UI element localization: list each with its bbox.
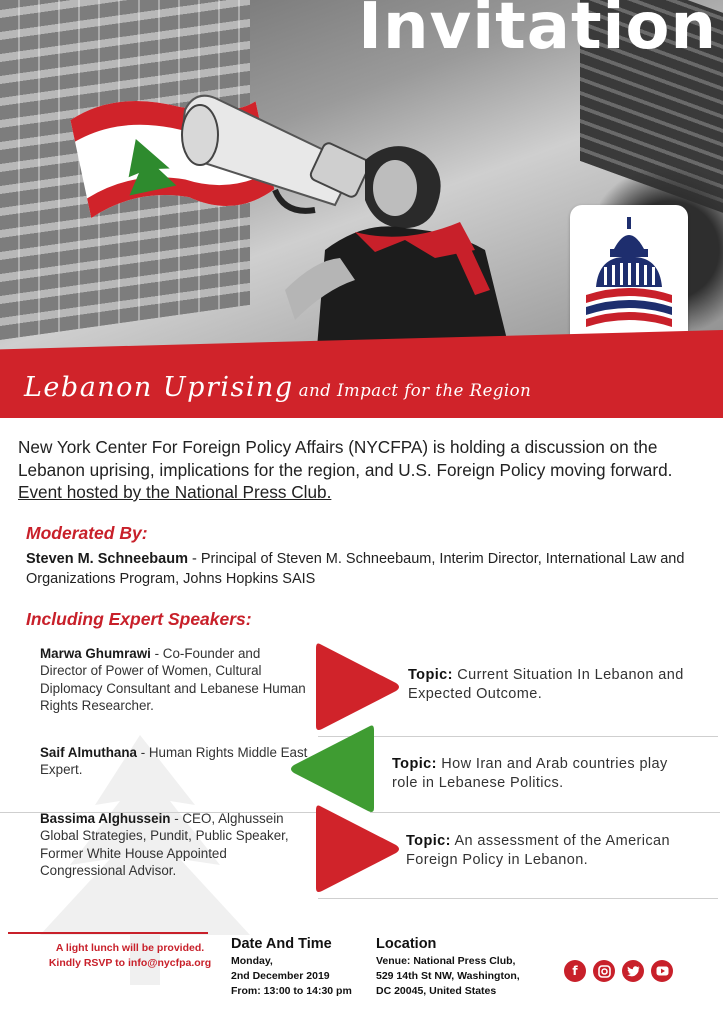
divider	[370, 812, 720, 813]
facebook-icon[interactable]: f	[564, 960, 586, 982]
event-title	[24, 372, 531, 403]
speaker-2-details: - Human Rights Middle East Expert.	[40, 745, 308, 778]
intro-paragraph	[18, 436, 713, 504]
capitol-dome-icon	[584, 215, 674, 335]
speaker-1-details: - Co-Founder and Director of Power of Women, Cultural Diplomacy Consultant and Lebanese Human Rights Researcher.	[40, 646, 306, 714]
date-date: 2nd December 2019	[231, 970, 330, 982]
speaker-1-name: Marwa Ghumrawi	[40, 646, 151, 661]
moderated-by-heading: Moderated By:	[26, 523, 148, 543]
topic-3	[406, 832, 706, 870]
date-heading: Date And Time	[231, 936, 332, 952]
topic-1	[408, 666, 708, 704]
location-venue: Venue: National Press Club,	[376, 955, 516, 967]
hero-photo	[0, 0, 723, 372]
speaker-3-details: - CEO, Alghussein Global Strategies, Pundit, Public Speaker, Former White House Appointed Congressional Advisor.	[40, 811, 289, 879]
invitation-title: Invitation	[358, 0, 717, 64]
event-title-main: Lebanon Uprising	[24, 372, 294, 403]
topic-2-label: Topic:	[392, 756, 437, 772]
topic-3-label: Topic:	[406, 833, 451, 849]
hosted-by-link[interactable]: Event hosted by the National Press Club.	[18, 482, 332, 502]
divider	[318, 736, 718, 737]
date-time: From: 13:00 to 14:30 pm	[231, 985, 352, 997]
date-day: Monday,	[231, 955, 273, 967]
youtube-icon[interactable]	[651, 960, 673, 982]
rsvp-line[interactable]: Kindly RSVP to info@nycfpa.org	[48, 957, 212, 969]
topic-2	[392, 755, 692, 793]
instagram-icon[interactable]	[593, 960, 615, 982]
date-time-block	[231, 936, 352, 999]
twitter-icon[interactable]	[622, 960, 644, 982]
topic-3-text: An assessment of the American Foreign Policy in Lebanon.	[406, 833, 670, 868]
speaker-1	[40, 645, 308, 715]
footer-accent-line	[8, 932, 208, 934]
location-block	[376, 936, 520, 999]
divider	[318, 898, 718, 899]
topic-1-text: Current Situation In Lebanon and Expected Outcome.	[408, 667, 684, 702]
location-street: 529 14th St NW, Washington,	[376, 970, 520, 982]
lunch-line: A light lunch will be provided.	[55, 942, 205, 954]
moderator-name: Steven M. Schneebaum	[26, 551, 188, 567]
location-heading: Location	[376, 936, 437, 952]
speaker-2-name: Saif Almuthana	[40, 745, 137, 760]
location-city: DC 20045, United States	[376, 985, 497, 997]
speaker-3	[40, 810, 308, 880]
red-triangle-icon	[314, 802, 402, 896]
social-links	[564, 960, 673, 982]
speaker-2	[40, 744, 308, 779]
red-triangle-icon	[314, 640, 402, 734]
topic-1-label: Topic:	[408, 667, 453, 683]
topic-2-text: How Iran and Arab countries play role in Lebanese Politics.	[392, 756, 668, 791]
intro-text: New York Center For Foreign Policy Affairs (NYCFPA) is holding a discussion on the Lebanon uprising, implications for the region, and U.S. Foreign Policy moving forward.	[18, 437, 673, 480]
moderator-block	[26, 549, 706, 589]
speaker-3-name: Bassima Alghussein	[40, 811, 171, 826]
lunch-note	[40, 941, 220, 971]
speakers-heading: Including Expert Speakers:	[26, 609, 252, 629]
event-title-rest: and Impact for the Region	[298, 381, 532, 400]
moderator-details: - Principal of Steven M. Schneebaum, Interim Director, International Law and Organizations Program, Johns Hopkins SAIS	[26, 551, 685, 587]
